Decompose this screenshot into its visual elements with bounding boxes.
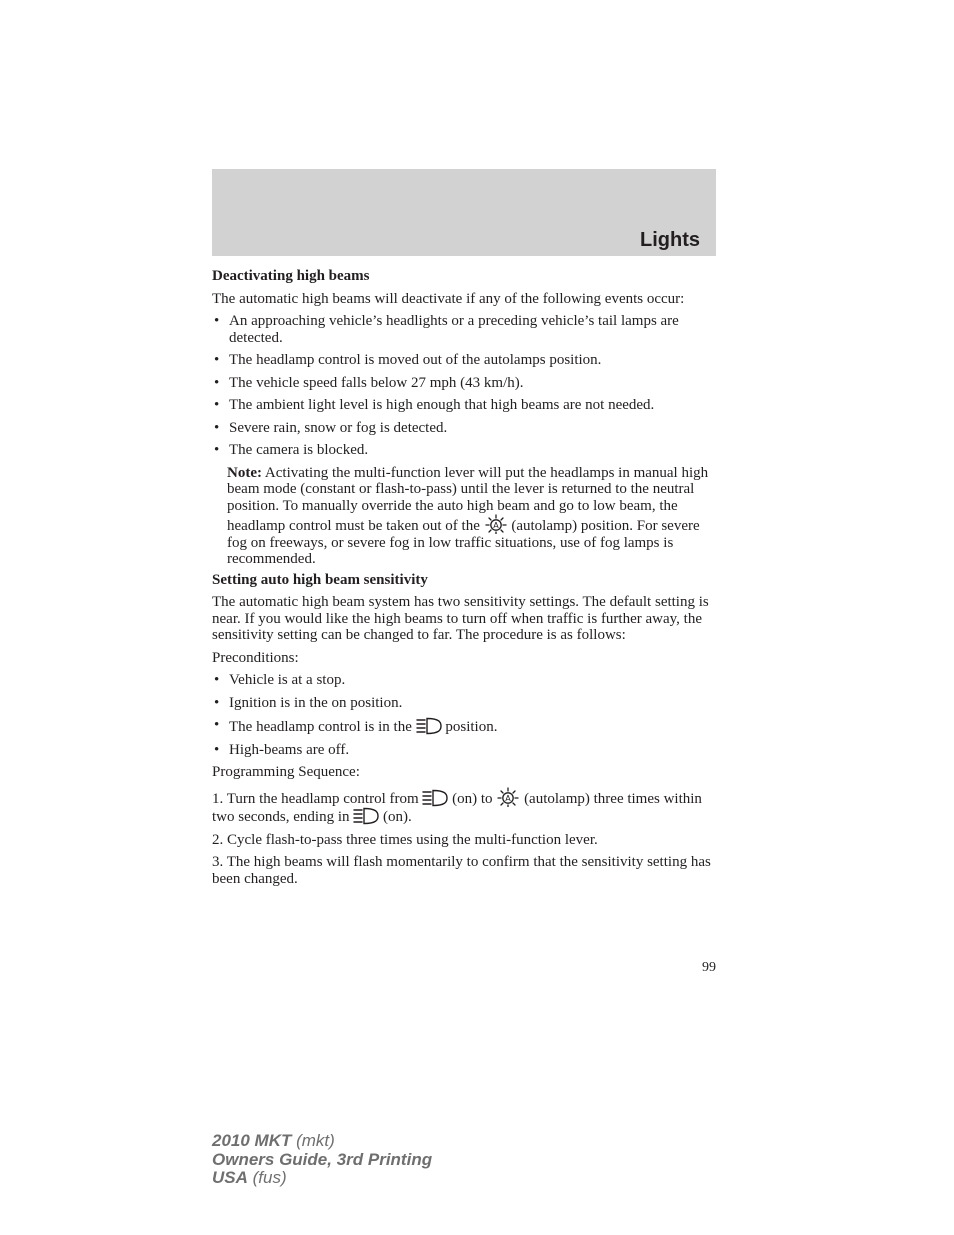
footer-market-code: (fus) xyxy=(247,1168,287,1187)
note-label: Note: xyxy=(227,464,262,481)
footer-line-2 xyxy=(212,1151,432,1170)
list-item: • The headlamp control is moved out of the autolamps position. xyxy=(212,352,716,369)
footer-model-code: (mkt) xyxy=(291,1131,335,1150)
deactivation-intro: The automatic high beams will deactivate if any of the following events occur: xyxy=(212,290,685,307)
list-item xyxy=(212,717,716,736)
list-item: • The vehicle speed falls below 27 mph (43 km/h). xyxy=(212,375,716,392)
footer-market: USA xyxy=(212,1168,248,1187)
list-item: • Ignition is in the on position. xyxy=(212,695,716,712)
list-item: • Vehicle is at a stop. xyxy=(212,672,716,689)
footer-line-1 xyxy=(212,1132,432,1151)
section-title: Lights xyxy=(640,229,700,251)
headlamp-on-icon xyxy=(353,807,379,825)
list-item: • An approaching vehicle’s headlights or a preceding vehicle’s tail lamps are detected. xyxy=(212,313,716,346)
step-1-text: (on). xyxy=(379,809,412,825)
list-item: • High-beams are off. xyxy=(212,742,716,759)
deactivating-high-beams-heading: Deactivating high beams xyxy=(212,268,370,284)
preconditions-list xyxy=(212,672,716,758)
deactivation-events-list xyxy=(212,313,716,459)
footer-line-3 xyxy=(212,1169,432,1188)
list-item: • The ambient light level is high enough that high beams are not needed. xyxy=(212,397,716,414)
precondition-text: The headlamp control is in the xyxy=(229,719,416,735)
step-1-text: 1. Turn the headlamp control from xyxy=(212,790,423,807)
headlamp-on-icon xyxy=(416,717,442,735)
preconditions-label: Preconditions: xyxy=(212,649,299,666)
precondition-text-end: position. xyxy=(441,719,498,735)
step-2: 2. Cycle flash-to-pass three times using the multi-function lever. xyxy=(212,831,598,848)
step-1-text: (autolamp) three times within two seconds, ending in xyxy=(212,790,702,825)
autolamp-icon xyxy=(484,514,508,534)
note-paragraph xyxy=(212,465,716,568)
section-header-band xyxy=(212,169,716,256)
headlamp-on-icon xyxy=(422,789,448,807)
step-1-text: (on) to xyxy=(448,790,497,807)
note-text-end: (autolamp) position. For severe fog on freeways, or severe fog in low traffic situations, use of fog lamps is recommended. xyxy=(227,518,700,567)
footer-guide-title: Owners Guide, 3rd Printing xyxy=(212,1149,433,1169)
step-3: 3. The high beams will flash momentarily to confirm that the sensitivity setting has been changed. xyxy=(212,854,711,887)
page-content xyxy=(212,268,716,893)
sensitivity-heading: Setting auto high beam sensitivity xyxy=(212,571,428,588)
page-number: 99 xyxy=(702,960,716,975)
document-footer xyxy=(212,1132,432,1188)
programming-label: Programming Sequence: xyxy=(212,764,360,780)
footer-model: 2010 MKT xyxy=(212,1131,292,1150)
step-1 xyxy=(212,787,716,826)
list-item: • Severe rain, snow or fog is detected. xyxy=(212,420,716,437)
sensitivity-intro: The automatic high beam system has two sensitivity settings. The default setting is near. If you would like the high beams to turn off when traffic is further away, the sensitivity setting can be changed to far. The procedure is as follows: xyxy=(212,594,709,643)
autolamp-icon xyxy=(496,787,520,807)
list-item: • The camera is blocked. xyxy=(212,442,716,459)
note-text: Activating the multi-function lever will put the headlamps in manual high beam mode (constant or flash-to-pass) until the lever is returned to the neutral position. To manually override the auto high beam and go to low beam, the headlamp control must be taken out of the xyxy=(227,464,709,534)
